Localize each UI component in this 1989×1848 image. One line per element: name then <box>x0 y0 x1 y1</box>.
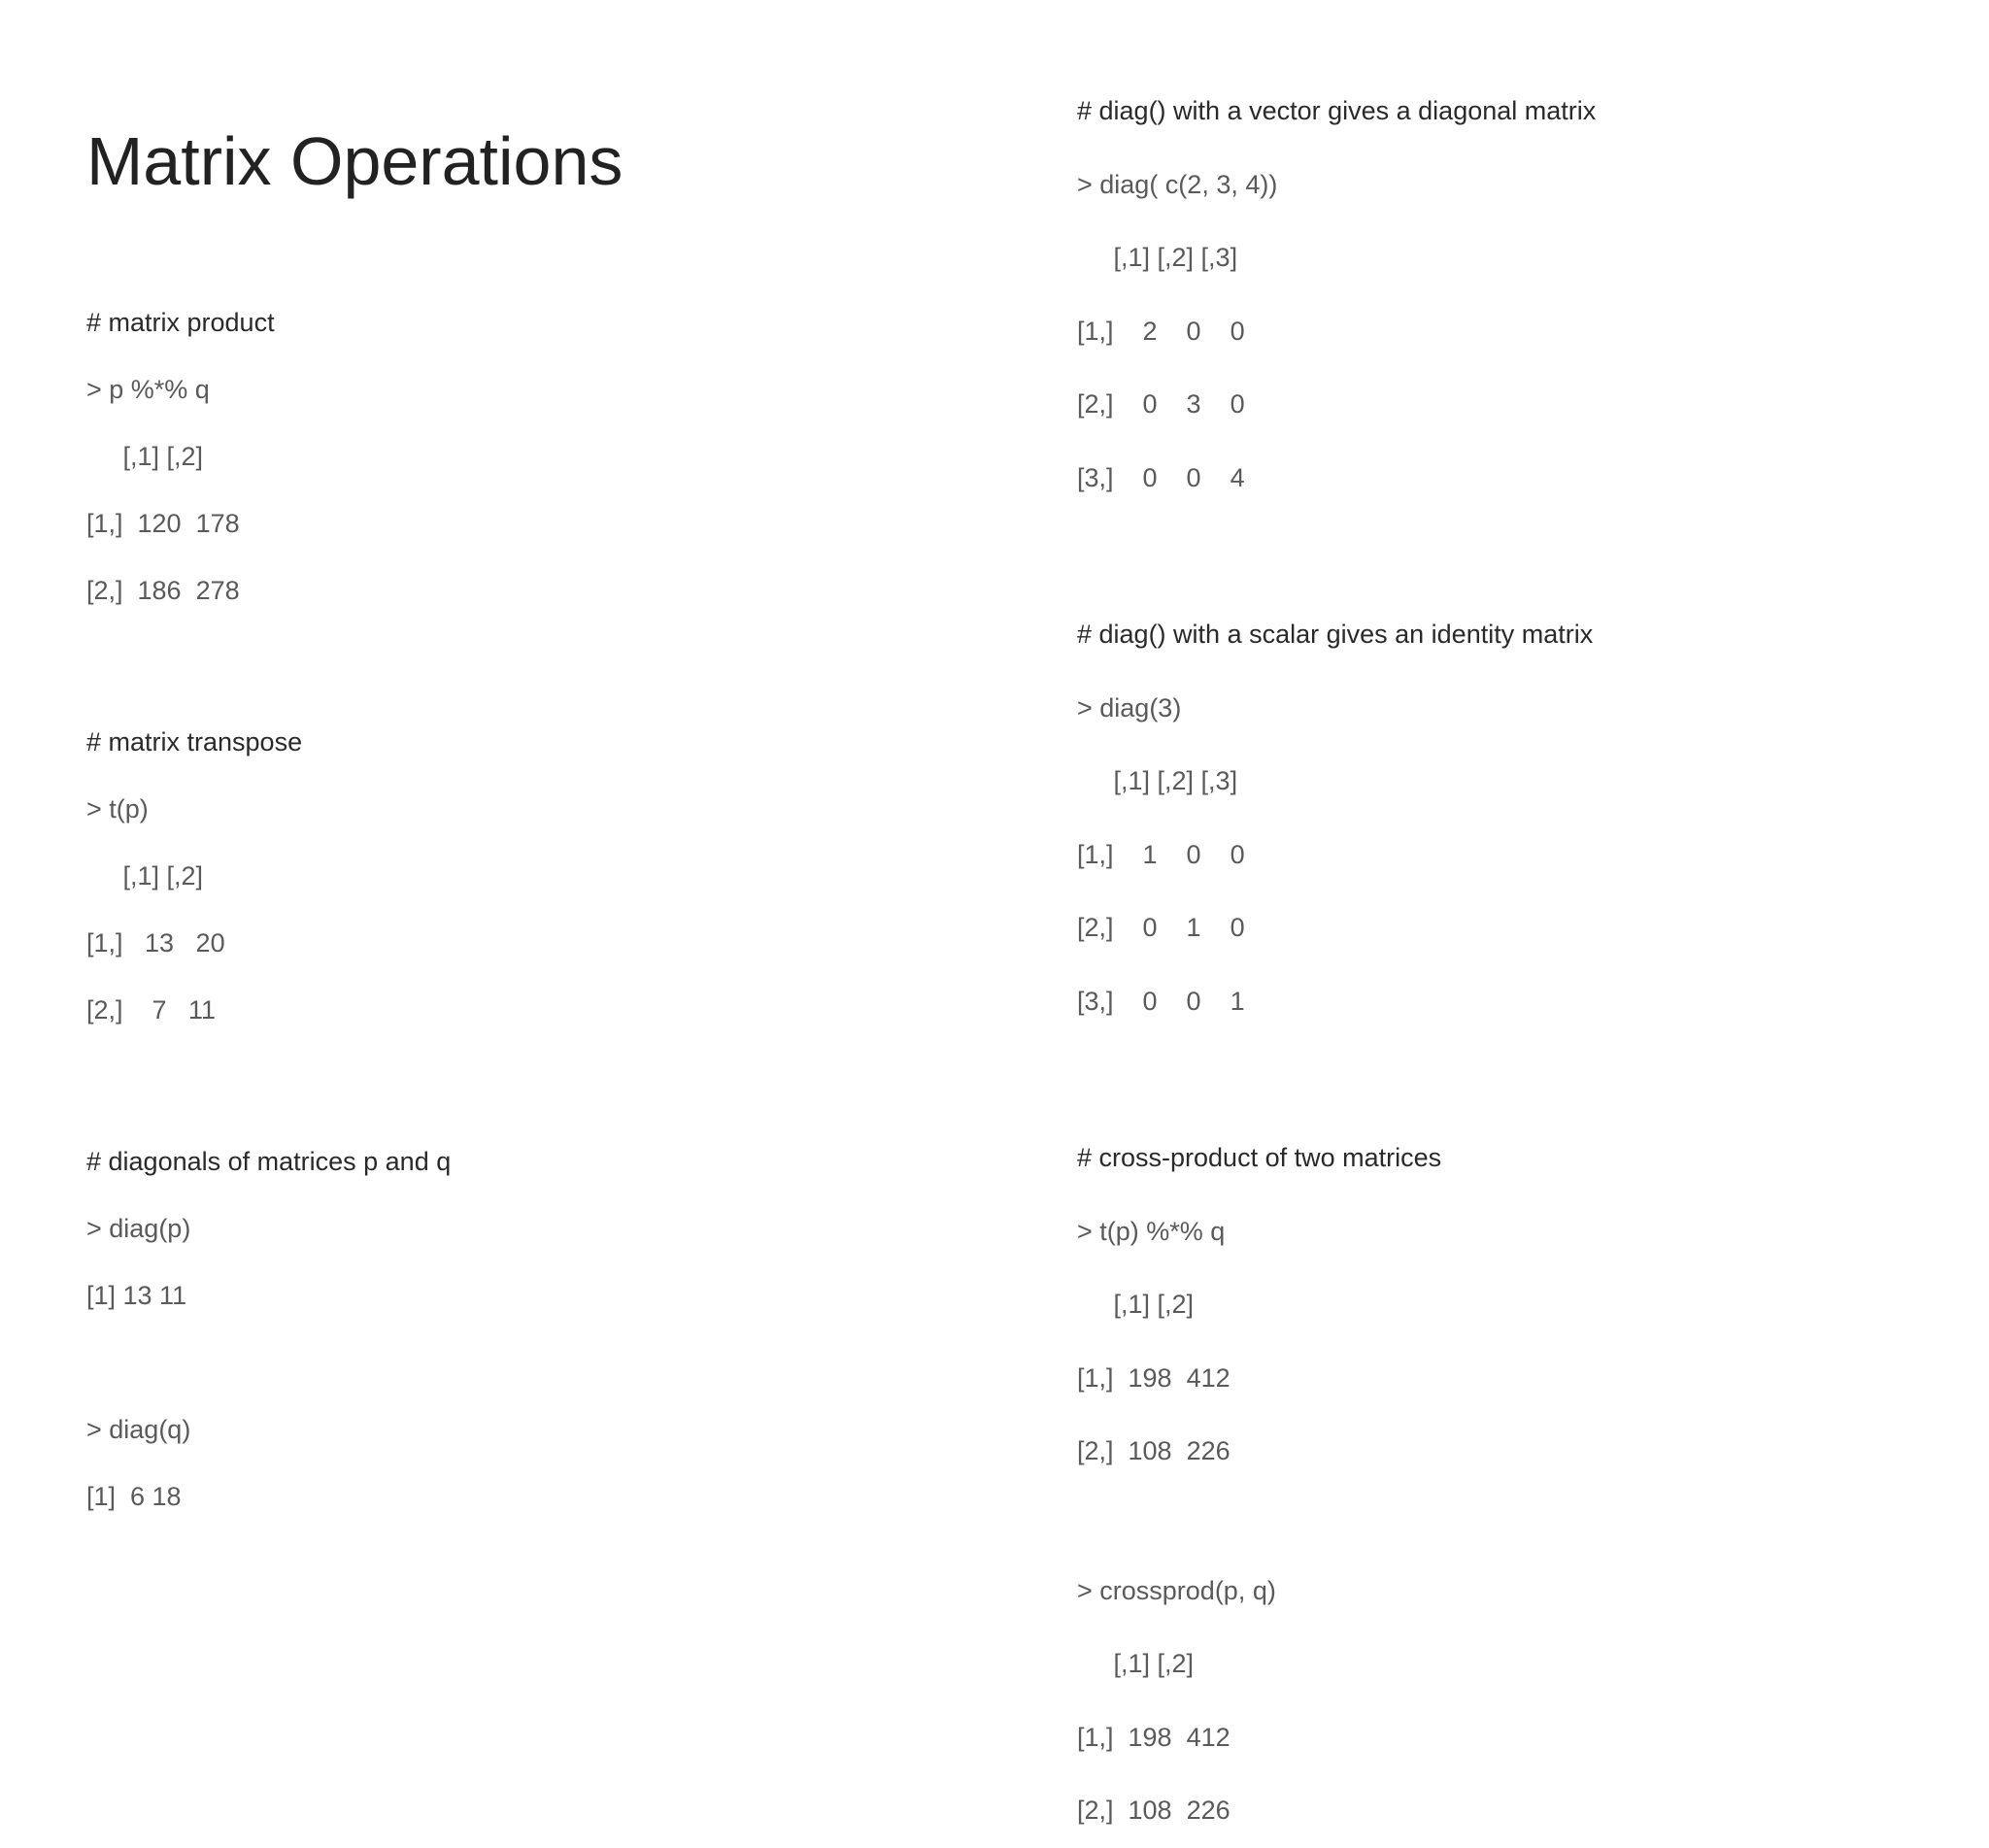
diag-scalar-command: > diag(3) <box>1077 692 1182 722</box>
spacer <box>86 642 451 674</box>
transpose-comment: # matrix transpose <box>86 727 303 756</box>
cross-product-header: [,1] [,2] <box>1077 1290 1195 1319</box>
cross-product-comment: # cross-product of two matrices <box>1077 1143 1442 1172</box>
transpose-command: > t(p) <box>86 794 149 823</box>
diag-q-result: [1] 6 18 <box>86 1482 182 1511</box>
cross-product-row-1: [1,] 198 412 <box>1077 1362 1230 1393</box>
transpose-header: [,1] [,2] <box>86 861 204 890</box>
diag-vector-row-1: [1,] 2 0 0 <box>1077 316 1245 346</box>
spacer <box>1077 1056 1596 1087</box>
product-row-1: [1,] 120 178 <box>86 509 240 538</box>
diag-p-result: [1] 13 11 <box>86 1281 187 1310</box>
diagonals-comment: # diagonals of matrices p and q <box>86 1147 452 1176</box>
diag-q-command: > diag(q) <box>86 1415 191 1444</box>
diag-vector-command: > diag( c(2, 3, 4)) <box>1077 169 1278 199</box>
product-header: [,1] [,2] <box>86 442 204 471</box>
right-column <box>1077 57 1596 1848</box>
transpose-row-1: [1,] 13 20 <box>86 928 225 958</box>
cross-product-row-2: [2,] 108 226 <box>1077 1436 1230 1465</box>
product-comment: # matrix product <box>86 308 275 337</box>
diag-vector-comment: # diag() with a vector gives a diagonal matrix <box>1077 96 1597 125</box>
transpose-row-2: [2,] 7 11 <box>86 995 217 1025</box>
spacer <box>86 1347 451 1379</box>
diag-vector-row-2: [2,] 0 3 0 <box>1077 389 1245 419</box>
spacer <box>1077 532 1596 563</box>
diag-scalar-row-1: [1,] 1 0 0 <box>1077 839 1245 869</box>
cross-product-command: > t(p) %*% q <box>1077 1216 1226 1246</box>
crossprod-command: > crossprod(p, q) <box>1077 1575 1276 1605</box>
spacer <box>86 1061 451 1093</box>
product-command: > p %*% q <box>86 375 210 404</box>
diag-scalar-comment: # diag() with a scalar gives an identity matrix <box>1077 620 1594 649</box>
crossprod-header: [,1] [,2] <box>1077 1649 1195 1678</box>
diag-scalar-header: [,1] [,2] [,3] <box>1077 766 1238 795</box>
product-row-2: [2,] 186 278 <box>86 576 240 605</box>
diag-vector-row-3: [3,] 0 0 4 <box>1077 462 1245 492</box>
diag-scalar-row-2: [2,] 0 1 0 <box>1077 913 1245 942</box>
diag-p-command: > diag(p) <box>86 1214 191 1243</box>
diag-scalar-row-3: [3,] 0 0 1 <box>1077 986 1245 1016</box>
crossprod-row-2: [2,] 108 226 <box>1077 1796 1230 1825</box>
diag-vector-header: [,1] [,2] [,3] <box>1077 243 1238 272</box>
slide-title: Matrix Operations <box>86 123 624 199</box>
spacer <box>1077 1506 1596 1537</box>
crossprod-row-1: [1,] 198 412 <box>1077 1722 1230 1752</box>
left-column <box>86 272 451 1530</box>
